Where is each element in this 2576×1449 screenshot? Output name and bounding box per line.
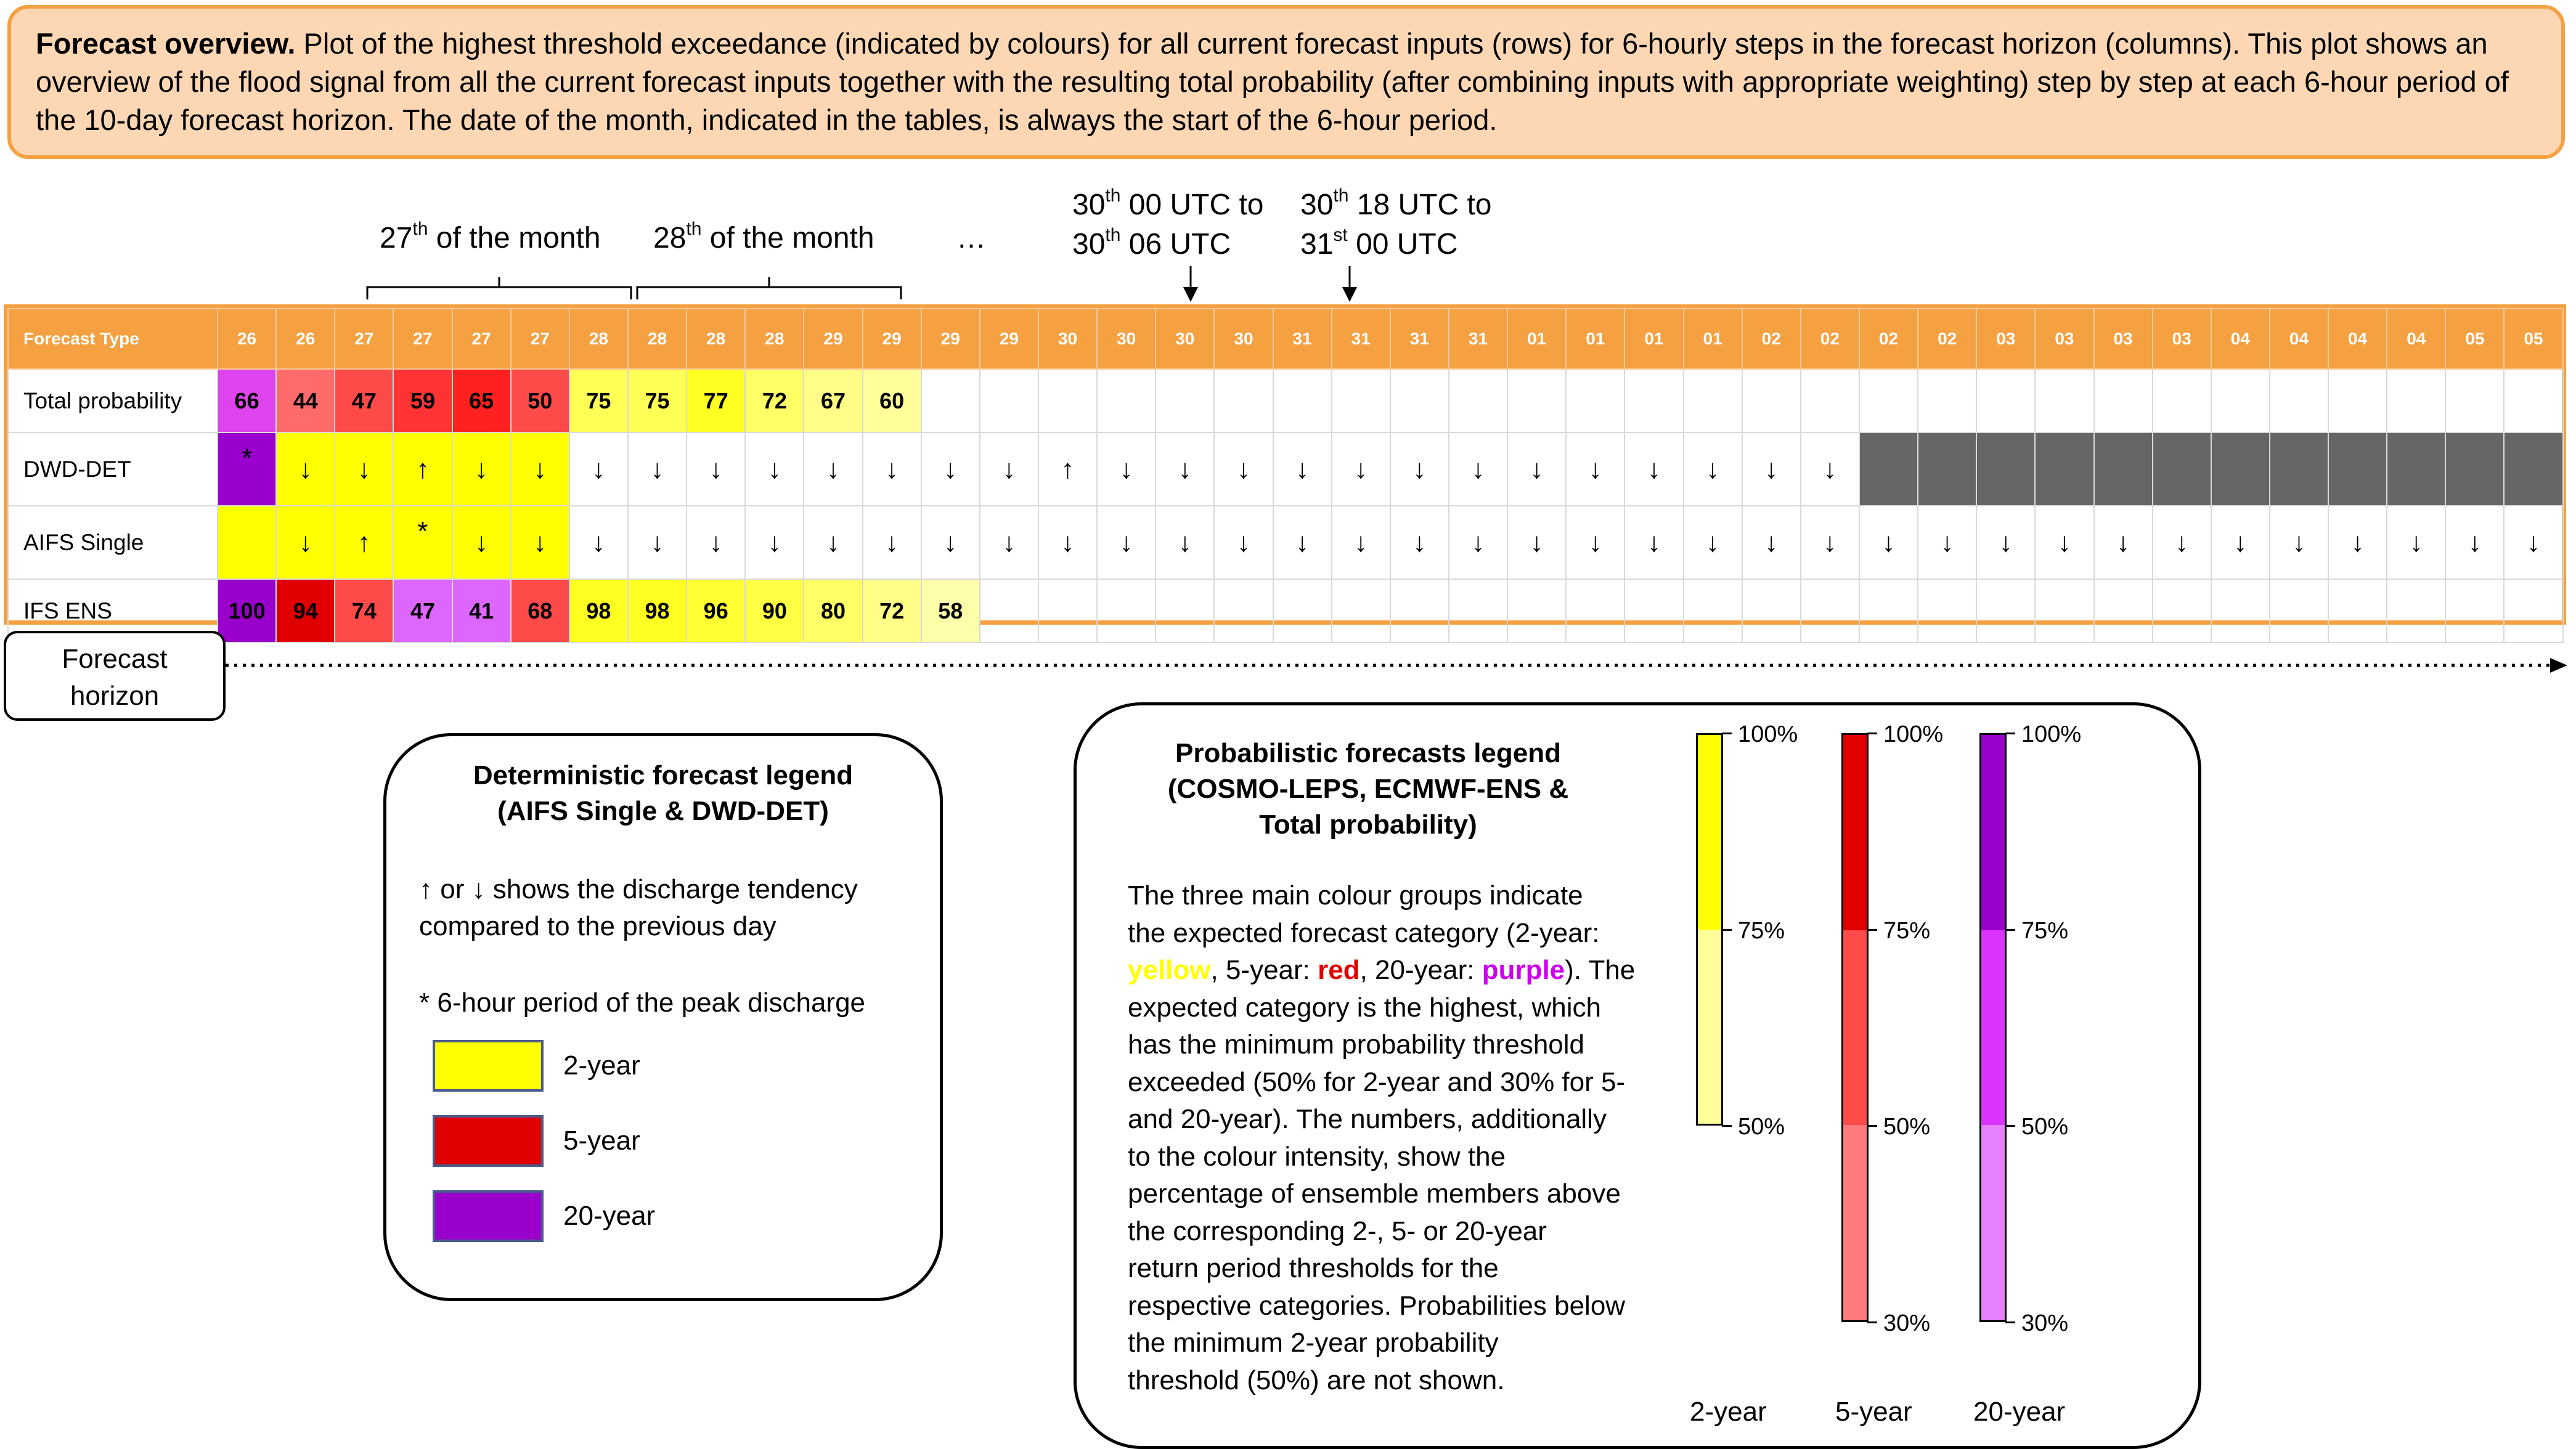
table-cell: 75 — [628, 369, 687, 432]
colorbar-tick-label: 50% — [1883, 1114, 1931, 1140]
table-cell: ↓ — [1332, 432, 1390, 506]
table-cell — [1684, 579, 1742, 643]
prob-text-line: return period thresholds for the — [1128, 1253, 1499, 1283]
colorbar-tick — [1722, 733, 1732, 734]
annotation-period-2-start: 30th 18 UTC to — [1300, 185, 1492, 221]
column-header-day: 27 — [393, 309, 452, 369]
table-cell — [2270, 432, 2328, 506]
table-cell: ↓ — [921, 506, 980, 579]
table-cell: ↓ — [1214, 432, 1273, 506]
column-header-day: 04 — [2211, 309, 2270, 369]
colorbar-tick — [2005, 733, 2015, 734]
table-cell: ↓ — [511, 506, 569, 579]
table-cell — [1332, 579, 1390, 643]
table-cell — [2504, 432, 2562, 506]
column-header-day: 04 — [2270, 309, 2328, 369]
table-cell: ↓ — [2504, 506, 2562, 579]
det-legend-tendency: ↑ or ↓ shows the discharge tendency compared to the previous day — [419, 874, 858, 941]
table-cell: ↓ — [276, 506, 335, 579]
table-cell — [1859, 369, 1918, 432]
column-header-day: 01 — [1684, 309, 1742, 369]
table-cell: 90 — [745, 579, 804, 643]
colorbar-tick — [2005, 929, 2015, 931]
table-cell — [2211, 432, 2270, 506]
table-cell — [980, 369, 1038, 432]
table-cell — [1624, 369, 1683, 432]
table-cell: ↓ — [2387, 506, 2445, 579]
table-cell: ↑ — [393, 432, 452, 506]
table-cell — [1449, 369, 1507, 432]
column-header-day: 02 — [1859, 309, 1918, 369]
table-cell — [1390, 579, 1449, 643]
table-cell — [1742, 579, 1801, 643]
column-header-day: 28 — [628, 309, 687, 369]
table-cell: ↓ — [1801, 506, 1859, 579]
table-cell — [2153, 432, 2211, 506]
table-cell — [2445, 432, 2504, 506]
column-header-day: 03 — [2035, 309, 2093, 369]
table-cell — [2504, 579, 2562, 643]
table-row — [8, 369, 2563, 432]
table-cell — [1859, 432, 1918, 506]
table-cell: * — [393, 506, 452, 579]
column-header-day: 03 — [2094, 309, 2153, 369]
table-cell: ↓ — [628, 432, 687, 506]
colorbar-tick — [1867, 1321, 1877, 1323]
table-cell: ↓ — [2153, 506, 2211, 579]
table-cell — [1742, 369, 1801, 432]
table-cell — [1332, 369, 1390, 432]
column-header-day: 28 — [687, 309, 745, 369]
legend-swatch-label: 20-year — [563, 1201, 656, 1231]
table-cell — [2387, 432, 2445, 506]
det-legend-peak: * 6-hour period of the peak discharge — [419, 988, 866, 1018]
table-cell: ↓ — [1390, 506, 1449, 579]
table-cell — [2387, 579, 2445, 643]
column-header-day: 03 — [2153, 309, 2211, 369]
table-cell: ↓ — [1566, 506, 1624, 579]
table-cell: * — [218, 432, 276, 506]
column-header-day: 29 — [980, 309, 1038, 369]
legend-swatch-20-year — [433, 1190, 544, 1242]
table-cell: ↓ — [1332, 506, 1390, 579]
legend-swatch-label: 2-year — [563, 1050, 640, 1081]
table-cell: ↓ — [1273, 506, 1332, 579]
table-cell: ↓ — [511, 432, 569, 506]
prob-text-line: to the colour intensity, show the — [1128, 1141, 1506, 1172]
colorbar-tick — [1867, 1125, 1877, 1127]
annotation-ellipsis: … — [956, 222, 986, 254]
forecast-table — [7, 308, 2564, 643]
colorbar-tick — [2005, 1125, 2015, 1127]
table-cell — [1214, 369, 1273, 432]
colorbar-tick — [1722, 929, 1732, 931]
table-cell: ↓ — [745, 506, 804, 579]
prob-text-line: expected category is the highest, which — [1128, 992, 1602, 1023]
colorbar-tick-label: 100% — [1738, 721, 1798, 747]
prob-legend-title: Probabilistic forecasts legend (COSMO-LEPS, ECMWF-ENS & Total probability) — [1167, 738, 1569, 840]
table-cell — [1390, 369, 1449, 432]
colorbar-tick — [1867, 929, 1877, 931]
table-cell — [1684, 369, 1742, 432]
table-cell: ↓ — [1684, 432, 1742, 506]
prob-text-line: the corresponding 2-, 5- or 20-year — [1128, 1216, 1547, 1246]
table-cell — [1976, 579, 2035, 643]
column-header-day: 01 — [1566, 309, 1624, 369]
row-label: Total probability — [8, 369, 218, 432]
table-cell: 100 — [218, 579, 276, 643]
column-header-day: 31 — [1449, 309, 1507, 369]
table-cell: ↓ — [1624, 506, 1683, 579]
brace-28th — [637, 277, 901, 299]
table-cell — [2094, 369, 2153, 432]
column-header-day: 02 — [1742, 309, 1801, 369]
table-cell: 75 — [569, 369, 628, 432]
column-header-day: 01 — [1624, 309, 1683, 369]
prob-text-line: The three main colour groups indicate — [1128, 880, 1583, 911]
annotation-period-1-end: 30th 06 UTC — [1072, 225, 1231, 261]
table-cell — [2211, 579, 2270, 643]
column-header-day: 02 — [1801, 309, 1859, 369]
table-cell: ↓ — [1156, 506, 1214, 579]
colorbar-tick-label: 50% — [1738, 1114, 1785, 1140]
table-cell — [2035, 432, 2093, 506]
table-cell: 44 — [276, 369, 335, 432]
row-label: DWD-DET — [8, 432, 218, 506]
table-cell: ↓ — [687, 506, 745, 579]
table-cell — [1624, 579, 1683, 643]
column-header-day: 01 — [1507, 309, 1566, 369]
table-cell: 47 — [335, 369, 393, 432]
table-cell: ↓ — [1038, 506, 1097, 579]
table-cell — [1566, 579, 1624, 643]
table-cell: ↓ — [1624, 432, 1683, 506]
colorbar-tick-label: 100% — [2021, 721, 2082, 747]
prob-text-line: respective categories. Probabilities below — [1128, 1290, 1626, 1321]
colorbar-2-year — [1696, 733, 1723, 1126]
table-cell — [1918, 432, 1976, 506]
table-cell — [1801, 369, 1859, 432]
table-cell — [2445, 579, 2504, 643]
table-cell: ↓ — [1097, 506, 1156, 579]
row-label: IFS ENS — [8, 579, 218, 643]
table-cell — [2270, 369, 2328, 432]
legend-swatch-2-year — [433, 1040, 544, 1092]
colorbar-tick-label: 75% — [2021, 917, 2069, 944]
colorbar-tick-label: 75% — [1883, 917, 1931, 944]
column-header-day: 27 — [335, 309, 393, 369]
column-header-day: 30 — [1214, 309, 1273, 369]
table-cell: 80 — [804, 579, 862, 643]
annotation-28th: 28th of the month — [653, 219, 874, 254]
table-cell — [1801, 579, 1859, 643]
column-header-day: 31 — [1332, 309, 1390, 369]
table-cell: 74 — [335, 579, 393, 643]
column-header-day: 26 — [276, 309, 335, 369]
table-cell: ↓ — [980, 506, 1038, 579]
table-cell: ↓ — [804, 506, 862, 579]
table-cell — [1976, 432, 2035, 506]
legend-swatch-label: 5-year — [563, 1126, 640, 1156]
colorbar-5-year — [1841, 733, 1869, 1322]
table-cell: 72 — [745, 369, 804, 432]
table-cell: ↓ — [1801, 432, 1859, 506]
colorbar-tick — [2005, 1321, 2015, 1323]
table-cell: 59 — [393, 369, 452, 432]
prob-text-line: the minimum 2-year probability — [1128, 1328, 1499, 1358]
table-cell — [1976, 369, 2035, 432]
table-cell: ↓ — [863, 506, 921, 579]
table-cell — [1918, 579, 1976, 643]
column-header-day: 28 — [569, 309, 628, 369]
forecast-horizon-box: Forecast horizon — [4, 631, 226, 721]
det-legend-title: Deterministic forecast legend (AIFS Single & DWD-DET) — [473, 760, 854, 826]
row-label: AIFS Single — [8, 506, 218, 579]
prob-legend-text — [1128, 877, 1635, 1399]
table-cell: ↓ — [628, 506, 687, 579]
table-cell — [1038, 369, 1097, 432]
table-cell: 65 — [452, 369, 511, 432]
table-row — [8, 506, 2563, 579]
table-cell — [1038, 579, 1097, 643]
table-row — [8, 579, 2563, 643]
table-cell: 98 — [569, 579, 628, 643]
prob-text-line: exceeded (50% for 2-year and 30% for 5- — [1128, 1066, 1626, 1097]
table-cell: ↓ — [1507, 506, 1566, 579]
table-cell — [1918, 369, 1976, 432]
table-cell — [1449, 579, 1507, 643]
table-cell — [2153, 369, 2211, 432]
table-cell — [2387, 369, 2445, 432]
column-header-day: 05 — [2445, 309, 2504, 369]
table-cell: ↑ — [1038, 432, 1097, 506]
prob-text-line: percentage of ensemble members above — [1128, 1179, 1621, 1209]
table-cell: 60 — [863, 369, 921, 432]
table-cell: ↓ — [1156, 432, 1214, 506]
table-cell — [2035, 369, 2093, 432]
column-header-day: 30 — [1156, 309, 1214, 369]
prob-text-line: yellow, 5-year: red, 20-year: purple). The — [1128, 955, 1636, 985]
legend-swatch-5-year — [433, 1115, 544, 1167]
colorbar-20-year — [1979, 733, 2007, 1322]
colorbar-tick-label: 75% — [1738, 917, 1785, 944]
table-cell: ↓ — [2035, 506, 2093, 579]
annotation-period-2-end: 31st 00 UTC — [1300, 225, 1458, 261]
column-header-day: 29 — [921, 309, 980, 369]
column-header-day: 27 — [452, 309, 511, 369]
table-cell — [1859, 579, 1918, 643]
table-row — [8, 432, 2563, 506]
table-cell: ↓ — [1566, 432, 1624, 506]
highlight-yellow: yellow — [1128, 955, 1211, 985]
table-cell — [2153, 579, 2211, 643]
table-cell — [1156, 579, 1214, 643]
table-cell — [1156, 369, 1214, 432]
column-header-day: 30 — [1097, 309, 1156, 369]
table-cell — [1507, 579, 1566, 643]
table-cell: 66 — [218, 369, 276, 432]
table-cell: ↓ — [745, 432, 804, 506]
table-cell: 58 — [921, 579, 980, 643]
column-header-day: 03 — [1976, 309, 2035, 369]
table-cell: ↓ — [1918, 506, 1976, 579]
table-cell — [1097, 579, 1156, 643]
table-cell — [2094, 432, 2153, 506]
colorbar-tick — [1722, 1125, 1732, 1127]
annotation-lines — [0, 0, 2576, 308]
table-cell: ↓ — [1742, 432, 1801, 506]
table-cell: ↓ — [687, 432, 745, 506]
table-cell: 50 — [511, 369, 569, 432]
column-header-day: 31 — [1273, 309, 1332, 369]
prob-text-line: and 20-year). The numbers, additionally — [1128, 1104, 1607, 1134]
header-forecast-type: Forecast Type — [8, 309, 218, 369]
brace-27th — [367, 277, 631, 299]
table-cell: ↓ — [452, 506, 511, 579]
table-cell: ↓ — [1507, 432, 1566, 506]
table-cell: 77 — [687, 369, 745, 432]
colorbar-tick — [1867, 733, 1877, 734]
table-cell — [921, 369, 980, 432]
description-title: Forecast overview. — [36, 27, 296, 60]
table-cell — [980, 579, 1038, 643]
table-cell: ↓ — [980, 432, 1038, 506]
table-cell: 94 — [276, 579, 335, 643]
table-cell: ↓ — [1684, 506, 1742, 579]
table-cell — [218, 506, 276, 579]
annotation-27th: 27th of the month — [380, 219, 601, 254]
column-header-day: 04 — [2387, 309, 2445, 369]
column-header-day: 05 — [2504, 309, 2562, 369]
column-header-day: 27 — [511, 309, 569, 369]
table-cell: ↓ — [863, 432, 921, 506]
table-cell — [2328, 369, 2387, 432]
table-cell — [2328, 432, 2387, 506]
table-cell: ↓ — [1976, 506, 2035, 579]
column-header-day: 28 — [745, 309, 804, 369]
table-cell: ↓ — [1859, 506, 1918, 579]
table-cell — [2211, 369, 2270, 432]
table-cell — [2270, 579, 2328, 643]
table-cell — [2445, 369, 2504, 432]
colorbar-tick-label: 30% — [2021, 1310, 2069, 1336]
table-cell: ↓ — [2270, 506, 2328, 579]
table-cell — [1273, 579, 1332, 643]
highlight-purple: purple — [1482, 955, 1565, 985]
table-cell — [1097, 369, 1156, 432]
table-cell — [2328, 579, 2387, 643]
table-cell: ↓ — [335, 432, 393, 506]
table-cell: ↓ — [1742, 506, 1801, 579]
highlight-red: red — [1318, 955, 1360, 985]
forecast-horizon-arrow — [226, 653, 2574, 678]
colorbar-tick-label: 50% — [2021, 1114, 2069, 1140]
table-cell: ↓ — [569, 432, 628, 506]
table-cell: ↓ — [2211, 506, 2270, 579]
table-cell: 47 — [393, 579, 452, 643]
table-cell: 67 — [804, 369, 862, 432]
table-cell: ↓ — [1097, 432, 1156, 506]
colorbar-name: 2-year — [1690, 1397, 1767, 1427]
table-cell: ↓ — [1449, 506, 1507, 579]
table-cell — [2094, 579, 2153, 643]
table-cell: ↓ — [921, 432, 980, 506]
table-cell: ↓ — [452, 432, 511, 506]
description-text: Plot of the highest threshold exceedance (indicated by colours) for all current forecast inputs (rows) for 6-hourly steps in the forecast horizon (columns). This plot shows an overview of the flood signal from all the current forecast inputs together with the resulting total probability (after combining inputs with appropriate weighting) step by step at each 6-hour period of the 10-day forecast horizon. The date of the month, indicated in the tables, is always the start of the 6-hour period. — [36, 27, 2509, 136]
table-cell: ↓ — [2445, 506, 2504, 579]
prob-text-line: threshold (50%) are not shown. — [1128, 1365, 1505, 1395]
table-cell: ↓ — [1390, 432, 1449, 506]
table-cell — [1273, 369, 1332, 432]
table-cell: ↓ — [569, 506, 628, 579]
column-header-day: 04 — [2328, 309, 2387, 369]
table-cell: ↓ — [2094, 506, 2153, 579]
column-header-day: 02 — [1918, 309, 1976, 369]
table-cell: 98 — [628, 579, 687, 643]
table-cell: ↓ — [1273, 432, 1332, 506]
annotation-period-1-start: 30th 00 UTC to — [1072, 185, 1264, 221]
colorbar-name: 5-year — [1835, 1397, 1912, 1427]
column-header-day: 31 — [1390, 309, 1449, 369]
table-cell: ↓ — [804, 432, 862, 506]
table-cell — [1507, 369, 1566, 432]
colorbar-tick-label: 100% — [1883, 721, 1944, 747]
table-cell: ↓ — [2328, 506, 2387, 579]
table-cell: 96 — [687, 579, 745, 643]
column-header-day: 29 — [863, 309, 921, 369]
colorbar-name: 20-year — [1973, 1397, 2066, 1427]
column-header-day: 29 — [804, 309, 862, 369]
colorbar-tick-label: 30% — [1883, 1310, 1931, 1336]
prob-text-line: has the minimum probability threshold — [1128, 1029, 1585, 1060]
table-cell: 68 — [511, 579, 569, 643]
table-cell: 41 — [452, 579, 511, 643]
column-header-day: 26 — [218, 309, 276, 369]
table-cell — [1214, 579, 1273, 643]
column-header-day: 30 — [1038, 309, 1097, 369]
prob-text-line: the expected forecast category (2-year: — [1128, 917, 1600, 948]
table-cell: ↓ — [1214, 506, 1273, 579]
table-cell: ↓ — [276, 432, 335, 506]
table-cell: 72 — [863, 579, 921, 643]
table-cell — [2504, 369, 2562, 432]
table-cell: ↓ — [1449, 432, 1507, 506]
table-cell — [2035, 579, 2093, 643]
table-cell: ↑ — [335, 506, 393, 579]
table-cell — [1566, 369, 1624, 432]
